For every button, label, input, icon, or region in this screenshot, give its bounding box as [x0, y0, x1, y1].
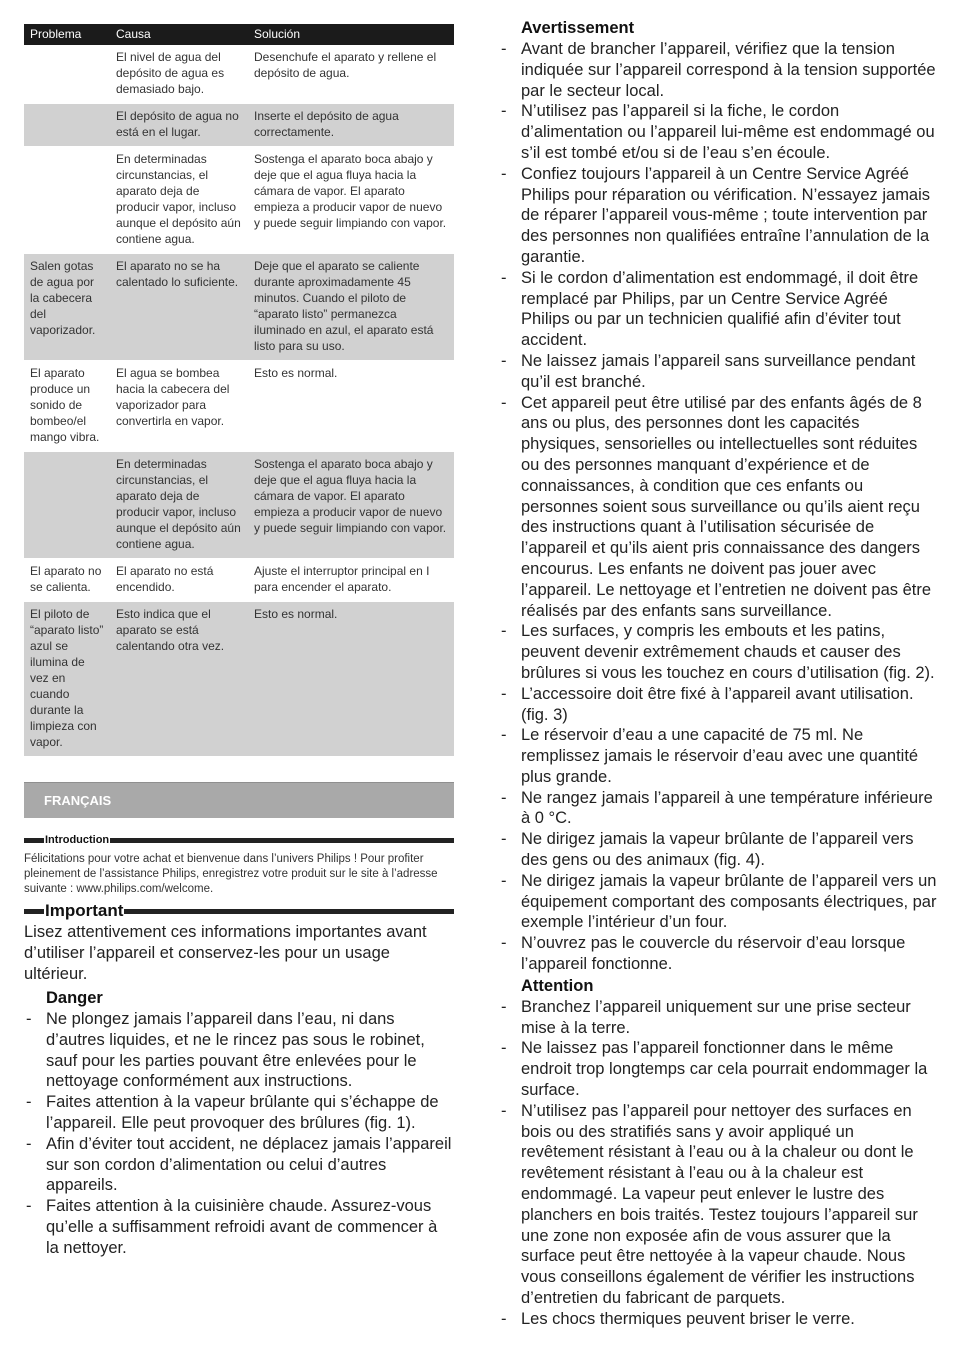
- cell-solution: Sostenga el aparato boca abajo y deje que el agua fluya hacia la cámara de vapor. El aparato empieza a producir vapor de nuevo y puede seguir limpiando con vapor.: [248, 452, 454, 559]
- list-item: - Les surfaces, y compris les embouts et les patins, peuvent devenir extrêmement chauds et causer des brûlures si vous les touchez en cours d’utilisation (fig. 2).: [499, 621, 939, 683]
- table-row: [24, 147, 454, 254]
- table-row: [24, 602, 454, 757]
- list-item: - Cet appareil peut être utilisé par des enfants âgés de 8 ans ou plus, des personnes dont les capacités physiques, sensorielles ou intellectuelles sont réduites ou des personnes manquant d’expérience et de connaissances, à condition que ces enfants ou personnes soient sous surveillance ou qu’ils aient reçu des instructions quant à l’utilisation sécurisée de l’appareil et qu’ils aient pris connaissance des dangers encourus. Les enfants ne doivent pas jouer avec l’appareil. Le nettoyage et l’entretien ne doivent pas être réalisés par des enfants sans surveillance.: [499, 393, 939, 622]
- avertissement-list: [499, 39, 939, 975]
- header-problema: Problema: [24, 24, 110, 45]
- list-item: - N’utilisez pas l’appareil pour nettoyer des surfaces en bois ou des stratifiés sans y avoir appliqué un revêtement résistant à l’eau ou à la chaleur ou dont le revêtement résistant à l’eau ou à la chaleur est endommagé. La vapeur peut enlever le lustre des planchers en bois traités. Testez toujours l’appareil sur une zone non exposée afin de vous assurer que la surface peut être nettoyée à la vapeur chaude. Nous vous conseillons également de vérifier les instructions d’entretien du fabricant de parquets.: [499, 1101, 939, 1309]
- language-bar: FRANÇAIS: [24, 782, 454, 818]
- header-causa: Causa: [110, 24, 248, 45]
- cell-cause: El nivel de agua del depósito de agua es demasiado bajo.: [110, 45, 248, 104]
- list-item: - Avant de brancher l’appareil, vérifiez que la tension indiquée sur l’appareil correspond à la tension supportée par le secteur local.: [499, 39, 939, 101]
- table-row: [24, 104, 454, 147]
- cell-cause: El aparato no está encendido.: [110, 559, 248, 602]
- cell-problem: [24, 104, 110, 147]
- cell-problem: [24, 147, 110, 254]
- cell-solution: Ajuste el interruptor principal en I para encender el aparato.: [248, 559, 454, 602]
- cell-solution: Desenchufe el aparato y rellene el depósito de agua.: [248, 45, 454, 104]
- avertissement-heading: Avertissement: [521, 19, 635, 37]
- list-item: - Les chocs thermiques peuvent briser le verre.: [499, 1309, 939, 1330]
- list-item: - N’utilisez pas l’appareil si la fiche, le cordon d’alimentation ou l’appareil lui-même est endommagé ou s’il est tombé et/ou si de l’eau s’en écoule.: [499, 101, 939, 163]
- cell-solution: Esto es normal.: [248, 361, 454, 452]
- important-text: Lisez attentivement ces informations importantes avant d’utiliser l’appareil et conservez-les pour un usage ultérieur.: [24, 923, 427, 983]
- list-item: - Afin d’éviter tout accident, ne déplacez jamais l’appareil sur son cordon d’alimentation ou celui d’autres appareils.: [24, 1134, 454, 1196]
- cell-cause: El agua se bombea hacia la cabecera del vaporizador para convertirla en vapor.: [110, 361, 248, 452]
- cell-problem: [24, 45, 110, 104]
- list-item: - Branchez l’appareil uniquement sur une prise secteur mise à la terre.: [499, 997, 939, 1039]
- table-header-row: [24, 24, 454, 45]
- cell-problem: El aparato produce un sonido de bombeo/el mango vibra.: [24, 361, 110, 452]
- introduction-title: Introduction: [45, 834, 110, 846]
- introduction-heading: [24, 834, 454, 846]
- cell-cause: En determinadas circunstancias, el aparato deja de producir vapor, incluso aunque el depósito aún contiene agua.: [110, 147, 248, 254]
- list-item: - Le réservoir d’eau a une capacité de 75 ml. Ne remplissez jamais le réservoir d’eau avec une quantité plus grande.: [499, 725, 939, 787]
- attention-heading: Attention: [521, 976, 594, 995]
- list-item: - L’accessoire doit être fixé à l’appareil avant utilisation. (fig. 3): [499, 684, 939, 726]
- cell-solution: Deje que el aparato se caliente durante aproximadamente 45 minutos. Cuando el piloto de “aparato listo” permanezca iluminado en azul, el aparato está listo para su uso.: [248, 254, 454, 361]
- important-title: Important: [45, 901, 124, 920]
- cell-cause: El depósito de agua no está en el lugar.: [110, 104, 248, 147]
- list-item: - Ne rangez jamais l’appareil à une température inférieure à 0 °C.: [499, 788, 939, 830]
- cell-problem: [24, 452, 110, 559]
- list-item: - N’ouvrez pas le couvercle du réservoir d’eau lorsque l’appareil fonctionne.: [499, 933, 939, 975]
- list-item: - Ne dirigez jamais la vapeur brûlante de l’appareil vers un équipement comportant des composants électriques, par exemple l’intérieur d’un four.: [499, 871, 939, 933]
- list-item: - Faites attention à la vapeur brûlante qui s’échappe de l’appareil. Elle peut provoquer des brûlures (fig. 1).: [24, 1092, 454, 1134]
- danger-heading: Danger: [46, 989, 103, 1007]
- left-column: [24, 24, 454, 1259]
- cell-cause: En determinadas circunstancias, el aparato deja de producir vapor, incluso aunque el depósito aún contiene agua.: [110, 452, 248, 559]
- list-item: - Ne dirigez jamais la vapeur brûlante de l’appareil vers des gens ou des animaux (fig. 4).: [499, 829, 939, 871]
- cell-problem: Salen gotas de agua por la cabecera del vaporizador.: [24, 254, 110, 361]
- list-item: - Confiez toujours l’appareil à un Centre Service Agréé Philips pour réparation ou vérification. N’essayez jamais de réparer l’appareil vous-même ; toute intervention par des personnes non qualifiées entraîne l’annulation de la garantie.: [499, 164, 939, 268]
- cell-cause: Esto indica que el aparato se está calentando otra vez.: [110, 602, 248, 757]
- table-row: [24, 45, 454, 104]
- attention-list: [499, 997, 939, 1330]
- list-item: - Ne laissez jamais l’appareil sans surveillance pendant qu’il est branché.: [499, 351, 939, 393]
- table-row: [24, 361, 454, 452]
- introduction-text: Félicitations pour votre achat et bienvenue dans l’univers Philips ! Pour profiter pleinement de l’assistance Philips, enregistrez votre produit sur le site à l’adresse suivante : www.philips.com/welcome.: [24, 853, 438, 895]
- cell-problem: El aparato no se calienta.: [24, 559, 110, 602]
- important-heading: [24, 901, 454, 921]
- table-row: [24, 559, 454, 602]
- table-body: [24, 45, 454, 756]
- cell-cause: El aparato no se ha calentado lo suficiente.: [110, 254, 248, 361]
- troubleshooting-table: [24, 24, 454, 756]
- table-row: [24, 254, 454, 361]
- list-item: - Ne plongez jamais l’appareil dans l’eau, ni dans d’autres liquides, et ne le rincez pas sous le robinet, sauf pour les parties pouvant être enlevées pour le nettoyage conformément aux instructions.: [24, 1009, 454, 1092]
- list-item: - Ne laissez pas l’appareil fonctionner dans le même endroit trop longtemps car cela pourrait endommager la surface.: [499, 1038, 939, 1100]
- list-item: - Faites attention à la cuisinière chaude. Assurez-vous qu’elle a suffisamment refroidi avant de commencer à la nettoyer.: [24, 1196, 454, 1258]
- header-solucion: Solución: [248, 24, 454, 45]
- cell-solution: Sostenga el aparato boca abajo y deje que el agua fluya hacia la cámara de vapor. El aparato empieza a producir vapor de nuevo y puede seguir limpiando con vapor.: [248, 147, 454, 254]
- cell-solution: Inserte el depósito de agua correctamente.: [248, 104, 454, 147]
- right-column: [499, 18, 939, 1330]
- danger-list: [24, 1009, 454, 1259]
- list-item: - Si le cordon d’alimentation est endommagé, il doit être remplacé par Philips, par un Centre Service Agréé Philips ou par un technicien qualifié afin d’éviter tout accident.: [499, 268, 939, 351]
- cell-solution: Esto es normal.: [248, 602, 454, 757]
- table-row: [24, 452, 454, 559]
- cell-problem: El piloto de “aparato listo” azul se ilumina de vez en cuando durante la limpieza con vapor.: [24, 602, 110, 757]
